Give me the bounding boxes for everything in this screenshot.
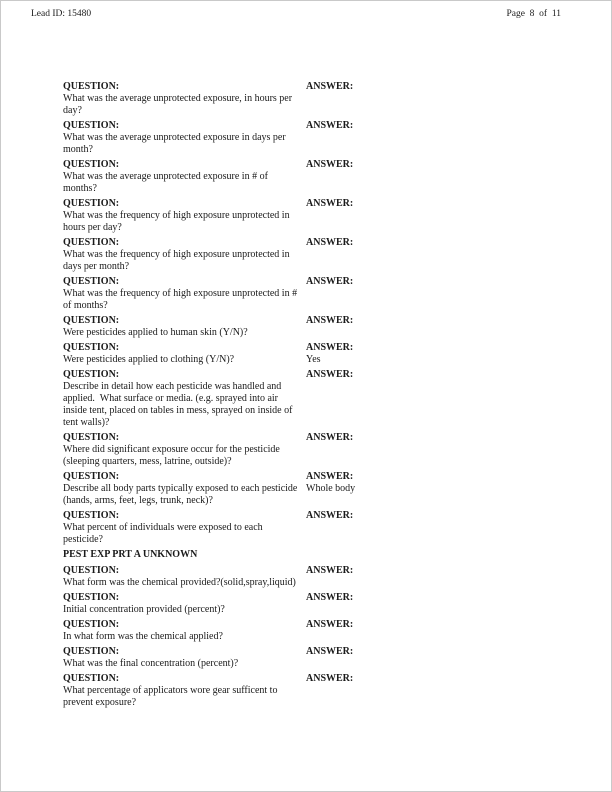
- question-label: QUESTION:: [63, 315, 120, 326]
- answer-label: ANSWER:: [306, 646, 354, 657]
- question-label: QUESTION:: [63, 369, 120, 380]
- question-text: In what form was the chemical applied?: [63, 631, 223, 642]
- answer-label: ANSWER:: [306, 619, 354, 630]
- answer-block: [306, 81, 563, 93]
- question-text: What was the frequency of high exposure unprotected in days per month?: [63, 249, 293, 272]
- qa-row: [63, 81, 563, 117]
- page-number-label: Page 8 of 11: [506, 9, 561, 19]
- qa-row: [63, 646, 563, 670]
- answer-block: [306, 471, 563, 495]
- question-block: [63, 565, 306, 589]
- question-block: [63, 592, 306, 616]
- question-text: Were pesticides applied to human skin (Y/N)?: [63, 327, 248, 338]
- question-block: [63, 510, 306, 546]
- question-text: What was the average unprotected exposure in days per month?: [63, 132, 289, 155]
- answer-label: ANSWER:: [306, 673, 354, 684]
- qa-list: [63, 81, 563, 712]
- question-block: [63, 673, 306, 709]
- question-text: Describe all body parts typically exposed to each pesticide (hands, arms, feet, legs, trunk, neck)?: [63, 483, 300, 506]
- answer-block: [306, 592, 563, 604]
- question-block: [63, 120, 306, 156]
- answer-label: ANSWER:: [306, 276, 354, 287]
- answer-label: ANSWER:: [306, 369, 354, 380]
- lead-id-label: Lead ID: 15480: [31, 9, 92, 19]
- answer-text: Whole body: [306, 483, 356, 494]
- qa-row: [63, 565, 563, 589]
- answer-label: ANSWER:: [306, 315, 354, 326]
- question-label: QUESTION:: [63, 276, 120, 287]
- qa-row: [63, 276, 563, 312]
- question-block: [63, 276, 306, 312]
- question-text: Were pesticides applied to clothing (Y/N)?: [63, 354, 235, 365]
- question-label: QUESTION:: [63, 198, 120, 209]
- question-label: QUESTION:: [63, 646, 120, 657]
- answer-label: ANSWER:: [306, 510, 354, 521]
- question-text: What was the final concentration (percent)?: [63, 658, 239, 669]
- question-label: QUESTION:: [63, 592, 120, 603]
- section-title: PEST EXP PRT A UNKNOWN: [63, 549, 198, 560]
- qa-row: [63, 592, 563, 616]
- answer-block: [306, 120, 563, 132]
- question-label: QUESTION:: [63, 510, 120, 521]
- question-block: [63, 342, 306, 366]
- question-text: Initial concentration provided (percent)?: [63, 604, 225, 615]
- qa-row: [63, 510, 563, 546]
- answer-block: [306, 315, 563, 327]
- question-block: [63, 369, 306, 429]
- answer-block: [306, 159, 563, 171]
- question-block: [63, 81, 306, 117]
- question-label: QUESTION:: [63, 432, 120, 443]
- qa-row: [63, 432, 563, 468]
- answer-label: ANSWER:: [306, 81, 354, 92]
- question-text: What was the frequency of high exposure unprotected in # of months?: [63, 288, 300, 311]
- qa-row: [63, 159, 563, 195]
- question-block: [63, 471, 306, 507]
- question-label: QUESTION:: [63, 565, 120, 576]
- question-label: QUESTION:: [63, 619, 120, 630]
- answer-block: [306, 432, 563, 444]
- answer-block: [306, 369, 563, 381]
- answer-block: [306, 237, 563, 249]
- qa-row: [63, 619, 563, 643]
- answer-label: ANSWER:: [306, 565, 354, 576]
- question-label: QUESTION:: [63, 471, 120, 482]
- question-text: What percent of individuals were exposed to each pesticide?: [63, 522, 266, 545]
- question-label: QUESTION:: [63, 81, 120, 92]
- question-label: QUESTION:: [63, 159, 120, 170]
- answer-block: [306, 565, 563, 577]
- question-text: What percentage of applicators wore gear sufficent to prevent exposure?: [63, 685, 280, 708]
- question-label: QUESTION:: [63, 342, 120, 353]
- question-text: What was the average unprotected exposure in # of months?: [63, 171, 271, 194]
- answer-label: ANSWER:: [306, 198, 354, 209]
- question-text: What was the frequency of high exposure unprotected in hours per day?: [63, 210, 293, 233]
- answer-label: ANSWER:: [306, 471, 354, 482]
- answer-label: ANSWER:: [306, 592, 354, 603]
- answer-block: [306, 510, 563, 522]
- question-text: What was the average unprotected exposure, in hours per day?: [63, 93, 295, 116]
- answer-text: Yes: [306, 354, 321, 365]
- answer-block: [306, 646, 563, 658]
- answer-block: [306, 342, 563, 366]
- qa-row: [63, 315, 563, 339]
- qa-row: [63, 369, 563, 429]
- question-block: [63, 198, 306, 234]
- question-label: QUESTION:: [63, 237, 120, 248]
- question-block: [63, 237, 306, 273]
- question-block: [63, 315, 306, 339]
- qa-row: [63, 342, 563, 366]
- qa-row: [63, 120, 563, 156]
- question-block: [63, 646, 306, 670]
- answer-block: [306, 276, 563, 288]
- question-text: Describe in detail how each pesticide was handled and applied. What surface or media. (e.g. sprayed into air inside tent, placed on tables in mess, sprayed on inside of tent walls)?: [63, 381, 295, 428]
- qa-row: [63, 673, 563, 709]
- answer-block: [306, 619, 563, 631]
- qa-row: [63, 237, 563, 273]
- answer-label: ANSWER:: [306, 342, 354, 353]
- qa-row: [63, 471, 563, 507]
- answer-label: ANSWER:: [306, 120, 354, 131]
- question-block: [63, 159, 306, 195]
- question-text: Where did significant exposure occur for the pesticide (sleeping quarters, mess, latrine, outside)?: [63, 444, 283, 467]
- question-block: [63, 619, 306, 643]
- answer-label: ANSWER:: [306, 159, 354, 170]
- answer-label: ANSWER:: [306, 237, 354, 248]
- question-text: What form was the chemical provided?(solid,spray,liquid): [63, 577, 296, 588]
- answer-block: [306, 198, 563, 210]
- answer-block: [306, 673, 563, 685]
- answer-label: ANSWER:: [306, 432, 354, 443]
- qa-row: [63, 198, 563, 234]
- question-label: QUESTION:: [63, 673, 120, 684]
- question-label: QUESTION:: [63, 120, 120, 131]
- question-block: [63, 432, 306, 468]
